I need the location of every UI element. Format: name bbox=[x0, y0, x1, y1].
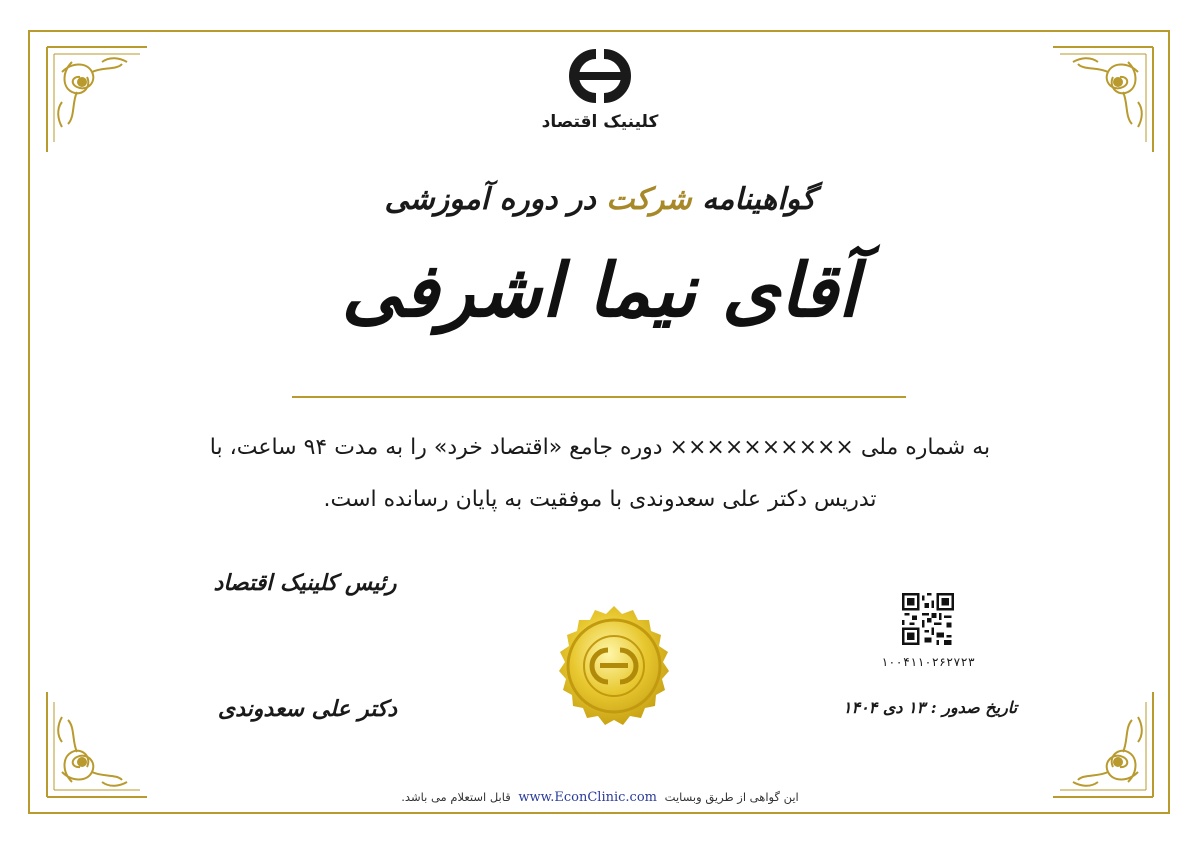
certificate-serial: ۱۰۰۴۱۱۰۲۶۲۷۲۳ bbox=[881, 655, 975, 669]
gold-seal bbox=[538, 590, 690, 740]
website-link[interactable]: www.EconClinic.com bbox=[518, 790, 657, 805]
issue-date: تاریخ صدور : ۱۳ دی ۱۴۰۴ bbox=[842, 698, 1018, 717]
footer-text-after: قابل استعلام می باشد. bbox=[401, 790, 511, 804]
signatory-title: رئیس کلینیک اقتصاد bbox=[213, 570, 397, 596]
brand-name: کلینیک اقتصاد bbox=[541, 112, 659, 132]
econclinic-logo-icon bbox=[558, 46, 642, 106]
body-line-2: تدریس دکتر علی سعدوندی با موفقیت به پایان رسانده است. bbox=[323, 487, 877, 512]
corner-ornament-top-right bbox=[1048, 42, 1158, 157]
signatory-name: دکتر علی سعدوندی bbox=[217, 696, 398, 722]
qr-code-icon bbox=[902, 593, 954, 645]
subtitle-part-1: گواهینامه bbox=[702, 182, 816, 217]
brand-logo bbox=[540, 46, 660, 141]
corner-ornament-top-left bbox=[42, 42, 152, 157]
subtitle-part-2: شرکت bbox=[606, 182, 692, 217]
certificate-body bbox=[150, 422, 1050, 526]
seal-icon bbox=[538, 590, 690, 740]
subtitle-part-3: در دوره آموزشی bbox=[384, 182, 596, 217]
corner-ornament-bottom-right bbox=[1048, 687, 1158, 802]
body-line-1: به شماره ملی ×××××××××× دوره جامع «اقتصاد خرد» را به مدت ۹۴ ساعت، با bbox=[209, 435, 991, 460]
certificate-subtitle bbox=[0, 182, 1200, 217]
corner-ornament-bottom-left bbox=[42, 687, 152, 802]
divider-line bbox=[292, 396, 906, 398]
recipient-name: آقای نیما اشرفی bbox=[341, 248, 859, 334]
qr-code[interactable] bbox=[902, 593, 954, 645]
footer-text-before: این گواهی از طریق وبسایت bbox=[664, 790, 799, 804]
footer-note bbox=[0, 790, 1200, 805]
